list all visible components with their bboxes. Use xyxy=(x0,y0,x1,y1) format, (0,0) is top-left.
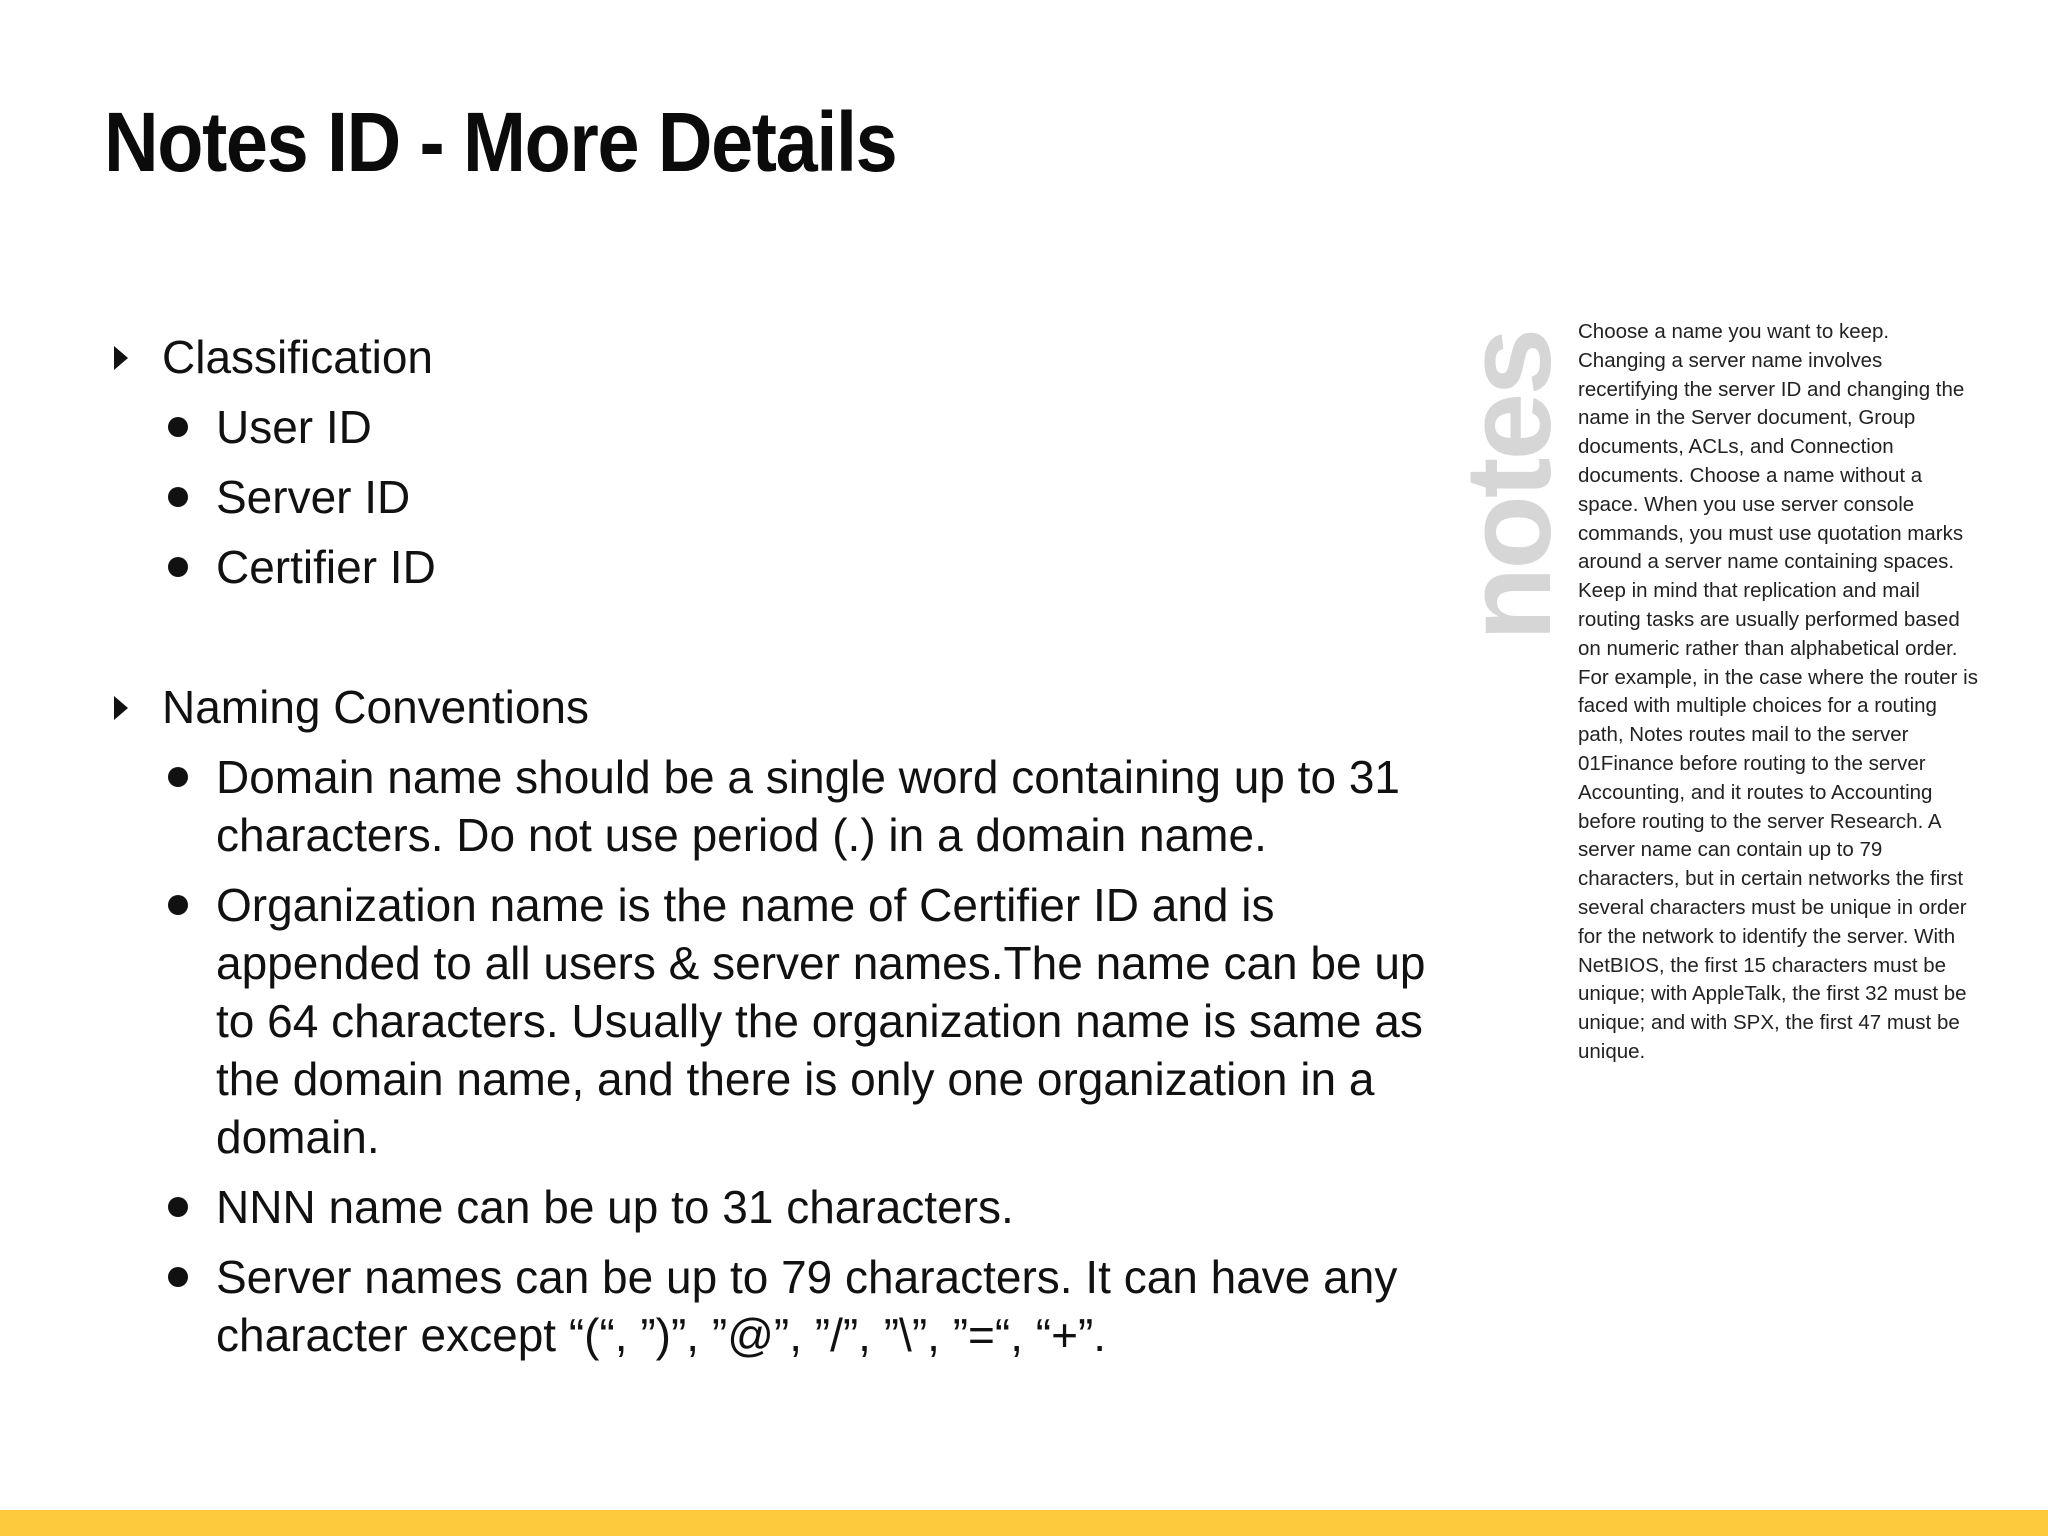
triangle-bullet-icon xyxy=(114,346,128,370)
slide-title: Notes ID - More Details xyxy=(104,95,897,189)
list-item xyxy=(108,748,1448,864)
bullet-dot-icon xyxy=(168,557,188,577)
bullet-dot-icon xyxy=(168,767,188,787)
notes-label xyxy=(1440,316,1576,656)
section-classification xyxy=(108,322,1448,602)
list-item-text: Server names can be up to 79 characters. It can have any character except “(“, ”)”, ”@”, ”/”, ”\”, ”=“, “+”. xyxy=(216,1251,1398,1361)
speaker-notes-text: Choose a name you want to keep. Changing a server name involves recertifying the server ID and changing the name in the Server document, Group documents, ACLs, and Connection documents. Choose a name without a space. When you use server console commands, you must use quotation marks around a server name containing spaces. Keep in mind that replication and mail routing tasks are usually performed based on numeric rather than alphabetical order. For example, in the case where the router is faced with multiple choices for a routing path, Notes routes mail to the server 01Finance before routing to the server Accounting, and it routes to Accounting before routing to the server Research. A server name can contain up to 79 characters, but in certain networks the first several characters must be unique in order for the network to identify the server. With NetBIOS, the first 15 characters must be unique; with AppleTalk, the first 32 must be unique; and with SPX, the first 47 must be unique. xyxy=(1578,320,1978,1063)
list-item-text: User ID xyxy=(216,401,372,453)
notes-label-text: notes xyxy=(1440,330,1576,642)
section-heading xyxy=(108,672,1448,742)
list-item xyxy=(108,462,1448,532)
section-naming-conventions xyxy=(108,672,1448,1364)
bullet-dot-icon xyxy=(168,487,188,507)
footer-accent-bar xyxy=(0,1510,2048,1536)
section-heading-text: Naming Conventions xyxy=(162,681,590,733)
list-item-text: NNN name can be up to 31 characters. xyxy=(216,1181,1014,1233)
list-item-text: Server ID xyxy=(216,471,411,523)
list-item xyxy=(108,392,1448,462)
triangle-bullet-icon xyxy=(114,696,128,720)
list-item xyxy=(108,876,1448,1166)
classification-list xyxy=(108,392,1448,602)
list-item-text: Domain name should be a single word containing up to 31 characters. Do not use period (.) in a domain name. xyxy=(216,751,1400,861)
bullet-dot-icon xyxy=(168,417,188,437)
list-item xyxy=(108,1248,1448,1364)
bullet-dot-icon xyxy=(168,895,188,915)
bullet-dot-icon xyxy=(168,1197,188,1217)
list-item xyxy=(108,532,1448,602)
bullet-dot-icon xyxy=(168,1267,188,1287)
list-item-text: Certifier ID xyxy=(216,541,436,593)
list-item-text: Organization name is the name of Certifier ID and is appended to all users & server names.The name can be up to 64 characters. Usually the organization name is same as the domain name, and there is only one organization in a domain. xyxy=(216,879,1426,1163)
naming-conventions-list xyxy=(108,748,1448,1364)
list-item xyxy=(108,1178,1448,1236)
section-heading-text: Classification xyxy=(162,331,433,383)
slide-content xyxy=(108,322,1448,1376)
section-spacer xyxy=(108,602,1448,672)
section-heading xyxy=(108,322,1448,392)
